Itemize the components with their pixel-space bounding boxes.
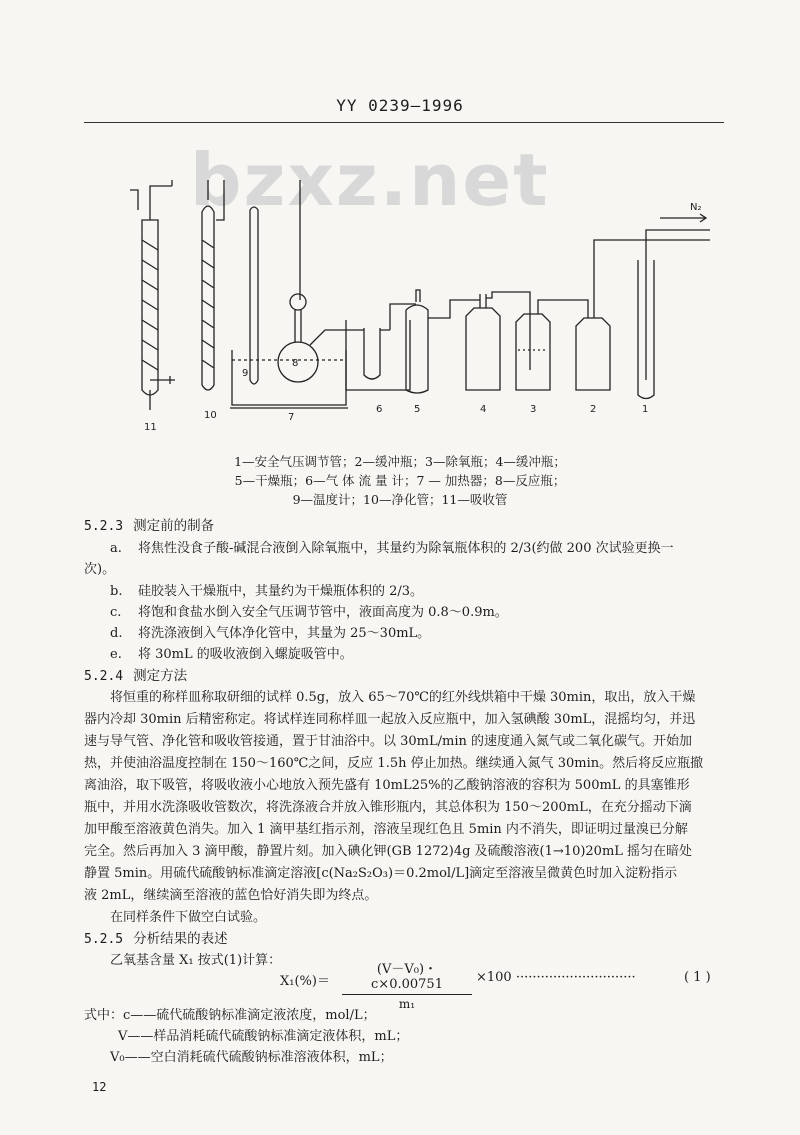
prep-item-c: c. 将饱和食盐水倒入安全气压调节管中，液面高度为 0.8～0.9m。	[110, 605, 508, 620]
formula-numerator: (V－V₀)・c×0.00751	[342, 958, 472, 995]
method-line-1: 将恒重的称样皿称取研细的试样 0.5g，放入 65～70℃的红外线烘箱中干燥 30min，取出，放入干燥	[110, 690, 696, 705]
figure-caption-line-3: 9—温度计；10—净化管；11—吸收管	[292, 492, 508, 507]
header-rule	[84, 122, 724, 123]
method-line-9: 静置 5min。用硫代硫酸钠标准滴定溶液[c(Na₂S₂O₃)＝0.2mol/L]滴定至溶液呈微黄色时加入淀粉指示	[84, 866, 678, 881]
diagram-label-9: 9	[242, 368, 249, 379]
diagram-label-11: 11	[144, 422, 157, 433]
diagram-label-4: 4	[480, 404, 487, 415]
prep-item-d: d. 将洗涤液倒入气体净化管中，其量为 25～30mL。	[110, 626, 431, 641]
watermark-text: bzxz.net	[190, 138, 550, 222]
section-number: 5.2.3	[84, 519, 124, 534]
diagram-label-1: 1	[642, 404, 649, 415]
method-line-6: 瓶中，并用水洗涤吸收管数次，将洗涤液合并放入锥形瓶内，其总体积为 150～200mL，在充分摇动下滴	[84, 800, 692, 815]
section-number: 5.2.4	[84, 669, 124, 684]
diagram-label-8: 8	[292, 358, 299, 369]
apparatus-diagram	[120, 180, 720, 435]
prep-item-e: e. 将 30mL 的吸收液倒入螺旋吸管中。	[110, 647, 353, 662]
document-header: YY 0239—1996	[336, 96, 464, 115]
diagram-gas-label: N₂	[690, 202, 702, 213]
formula-1	[280, 958, 740, 1011]
formula-denominator: m₁	[398, 997, 416, 1011]
prep-item-b: b. 硅胶装入干燥瓶中，其量约为干燥瓶体积的 2/3。	[110, 584, 424, 599]
section-5-2-3-heading	[84, 514, 214, 534]
variable-c: 式中：c——硫代硫酸钠标准滴定液浓度，mol/L；	[84, 1008, 376, 1023]
variable-v0: V₀——空白消耗硫代硫酸钠标准溶液体积，mL；	[110, 1050, 393, 1065]
section-number: 5.2.5	[84, 932, 124, 947]
equation-number: ( 1 )	[684, 970, 711, 985]
method-line-4: 热，并使油浴温度控制在 150～160℃之间，反应 1.5h 停止加热。继续通入氮气 30min。然后将反应瓶撤	[84, 756, 704, 771]
diagram-label-3: 3	[530, 404, 537, 415]
section-5-2-5-heading	[84, 927, 228, 947]
figure-caption-line-2: 5—干燥瓶；6—气 体 流 量 计；7 — 加热器；8—反应瓶；	[234, 473, 566, 488]
section-title: 测定前的制备	[133, 518, 215, 534]
section-5-2-4-heading	[84, 664, 187, 684]
method-line-8: 完全。然后再加入 3 滴甲酸，静置片刻。加入碘化钾(GB 1272)4g 及硫酸溶液(1→10)20mL 摇匀在暗处	[84, 844, 693, 859]
diagram-label-10: 10	[204, 410, 217, 421]
method-line-7: 加甲酸至溶液黄色消失。加入 1 滴甲基红指示剂，溶液呈现红色且 5min 内不消失，即证明过量溴已分解	[84, 822, 688, 837]
diagram-label-7: 7	[288, 412, 295, 423]
method-line-3: 速与导气管、净化管和吸收管接通，置于甘油浴中。以 30mL/min 的速度通入氮气或二氧化碳气。开始加	[84, 734, 693, 749]
method-line-5: 离油浴，取下吸管，将吸收液小心地放入预先盛有 10mL25%的乙酸钠溶液的容积为 500mL 的具塞锥形	[84, 778, 690, 793]
diagram-label-2: 2	[590, 404, 597, 415]
prep-item-a-cont: 次)。	[84, 562, 116, 577]
diagram-label-5: 5	[414, 404, 421, 415]
section-title: 分析结果的表述	[133, 931, 228, 947]
variable-v: V——样品消耗硫代硫酸钠标准滴定液体积，mL；	[118, 1029, 409, 1044]
section-title: 测定方法	[133, 668, 188, 684]
formula-rhs: ×100 ·····························	[476, 970, 636, 985]
formula-lhs: X₁(%)＝	[280, 974, 330, 989]
figure-caption-line-1: 1—安全气压调节管；2—缓冲瓶；3—除氧瓶；4—缓冲瓶；	[234, 454, 566, 469]
method-line-10: 液 2mL，继续滴至溶液的蓝色恰好消失即为终点。	[84, 888, 378, 903]
result-intro: 乙氧基含量 X₁ 按式(1)计算：	[110, 953, 282, 968]
page-number: 12	[92, 1080, 107, 1094]
diagram-label-6: 6	[376, 404, 383, 415]
method-line-2: 器内冷却 30min 后精密称定。将试样连同称样皿一起放入反应瓶中，加入氢碘酸 30mL，混摇均匀，并迅	[84, 712, 696, 727]
prep-item-a: a. 将焦性没食子酸-碱混合液倒入除氧瓶中，其量约为除氧瓶体积的 2/3(约做 200 次试验更换一	[110, 541, 674, 556]
blank-test-line: 在同样条件下做空白试验。	[110, 910, 267, 925]
